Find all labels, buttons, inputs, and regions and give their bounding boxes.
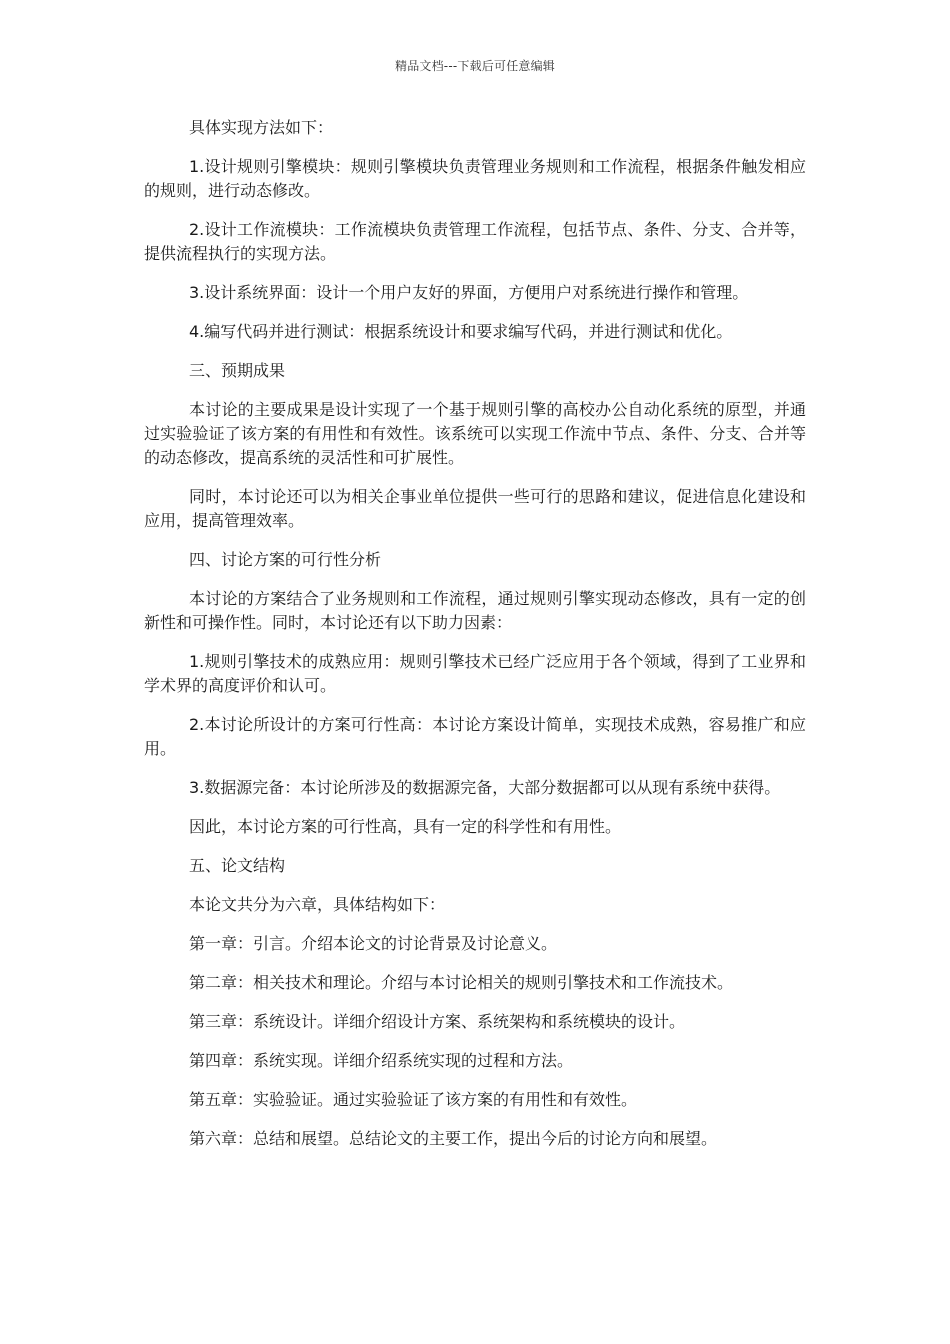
paragraph-feasibility-conclusion: 因此，本讨论方案的可行性高，具有一定的科学性和有用性。: [189, 817, 622, 836]
chapter-item-5: 第五章：实验验证。通过实验验证了该方案的有用性和有效性。: [189, 1090, 638, 1109]
paragraph-factor-rule-engine: 1.规则引擎技术的成熟应用：规则引擎技术已经广泛应用于各个领域，得到了工业界和学术界的高度评价和认可。: [144, 652, 806, 695]
chapter-item-1: 第一章：引言。介绍本论文的讨论背景及讨论意义。: [189, 934, 558, 953]
paragraph-system-interface: 3.设计系统界面：设计一个用户友好的界面，方便用户对系统进行操作和管理。: [189, 283, 749, 302]
section-heading-expected-results: 三、预期成果: [189, 361, 286, 380]
paragraph-main-results: 本讨论的主要成果是设计实现了一个基于规则引擎的高校办公自动化系统的原型，并通过实验验证了该方案的有用性和有效性。该系统可以实现工作流中节点、条件、分支、合并等的动态修改，提高系统的灵活性和可扩展性。: [144, 400, 806, 467]
paragraph-rule-engine-module: 1.设计规则引擎模块：规则引擎模块负责管理业务规则和工作流程，根据条件触发相应的规则，进行动态修改。: [144, 157, 806, 200]
paragraph-feasibility-intro: 本讨论的方案结合了业务规则和工作流程，通过规则引擎实现动态修改，具有一定的创新性和可操作性。同时，本讨论还有以下助力因素：: [144, 589, 806, 632]
page-header: 精品文档---下载后可任意编辑: [395, 59, 555, 73]
paragraph-factor-design: 2.本讨论所设计的方案可行性高：本讨论方案设计简单，实现技术成熟，容易推广和应用。: [144, 715, 806, 758]
section-heading-feasibility: 四、讨论方案的可行性分析: [189, 550, 382, 569]
paragraph-implementation-intro: 具体实现方法如下：: [189, 118, 334, 137]
chapter-item-2: 第二章：相关技术和理论。介绍与本讨论相关的规则引擎技术和工作流技术。: [189, 973, 734, 992]
paragraph-factor-data-source: 3.数据源完备：本讨论所涉及的数据源完备，大部分数据都可以从现有系统中获得。: [189, 778, 781, 797]
section-heading-thesis-structure: 五、论文结构: [189, 856, 286, 875]
chapter-item-6: 第六章：总结和展望。总结论文的主要工作，提出今后的讨论方向和展望。: [189, 1129, 718, 1148]
chapter-item-4: 第四章：系统实现。详细介绍系统实现的过程和方法。: [189, 1051, 574, 1070]
paragraph-additional-value: 同时，本讨论还可以为相关企事业单位提供一些可行的思路和建议，促进信息化建设和应用，提高管理效率。: [144, 487, 806, 530]
paragraph-structure-intro: 本论文共分为六章，具体结构如下：: [189, 895, 446, 914]
chapter-item-3: 第三章：系统设计。详细介绍设计方案、系统架构和系统模块的设计。: [189, 1012, 686, 1031]
paragraph-coding-testing: 4.编写代码并进行测试：根据系统设计和要求编写代码，并进行测试和优化。: [189, 322, 733, 341]
document-body: [144, 116, 806, 1166]
paragraph-workflow-module: 2.设计工作流模块：工作流模块负责管理工作流程，包括节点、条件、分支、合并等，提供流程执行的实现方法。: [144, 220, 806, 263]
